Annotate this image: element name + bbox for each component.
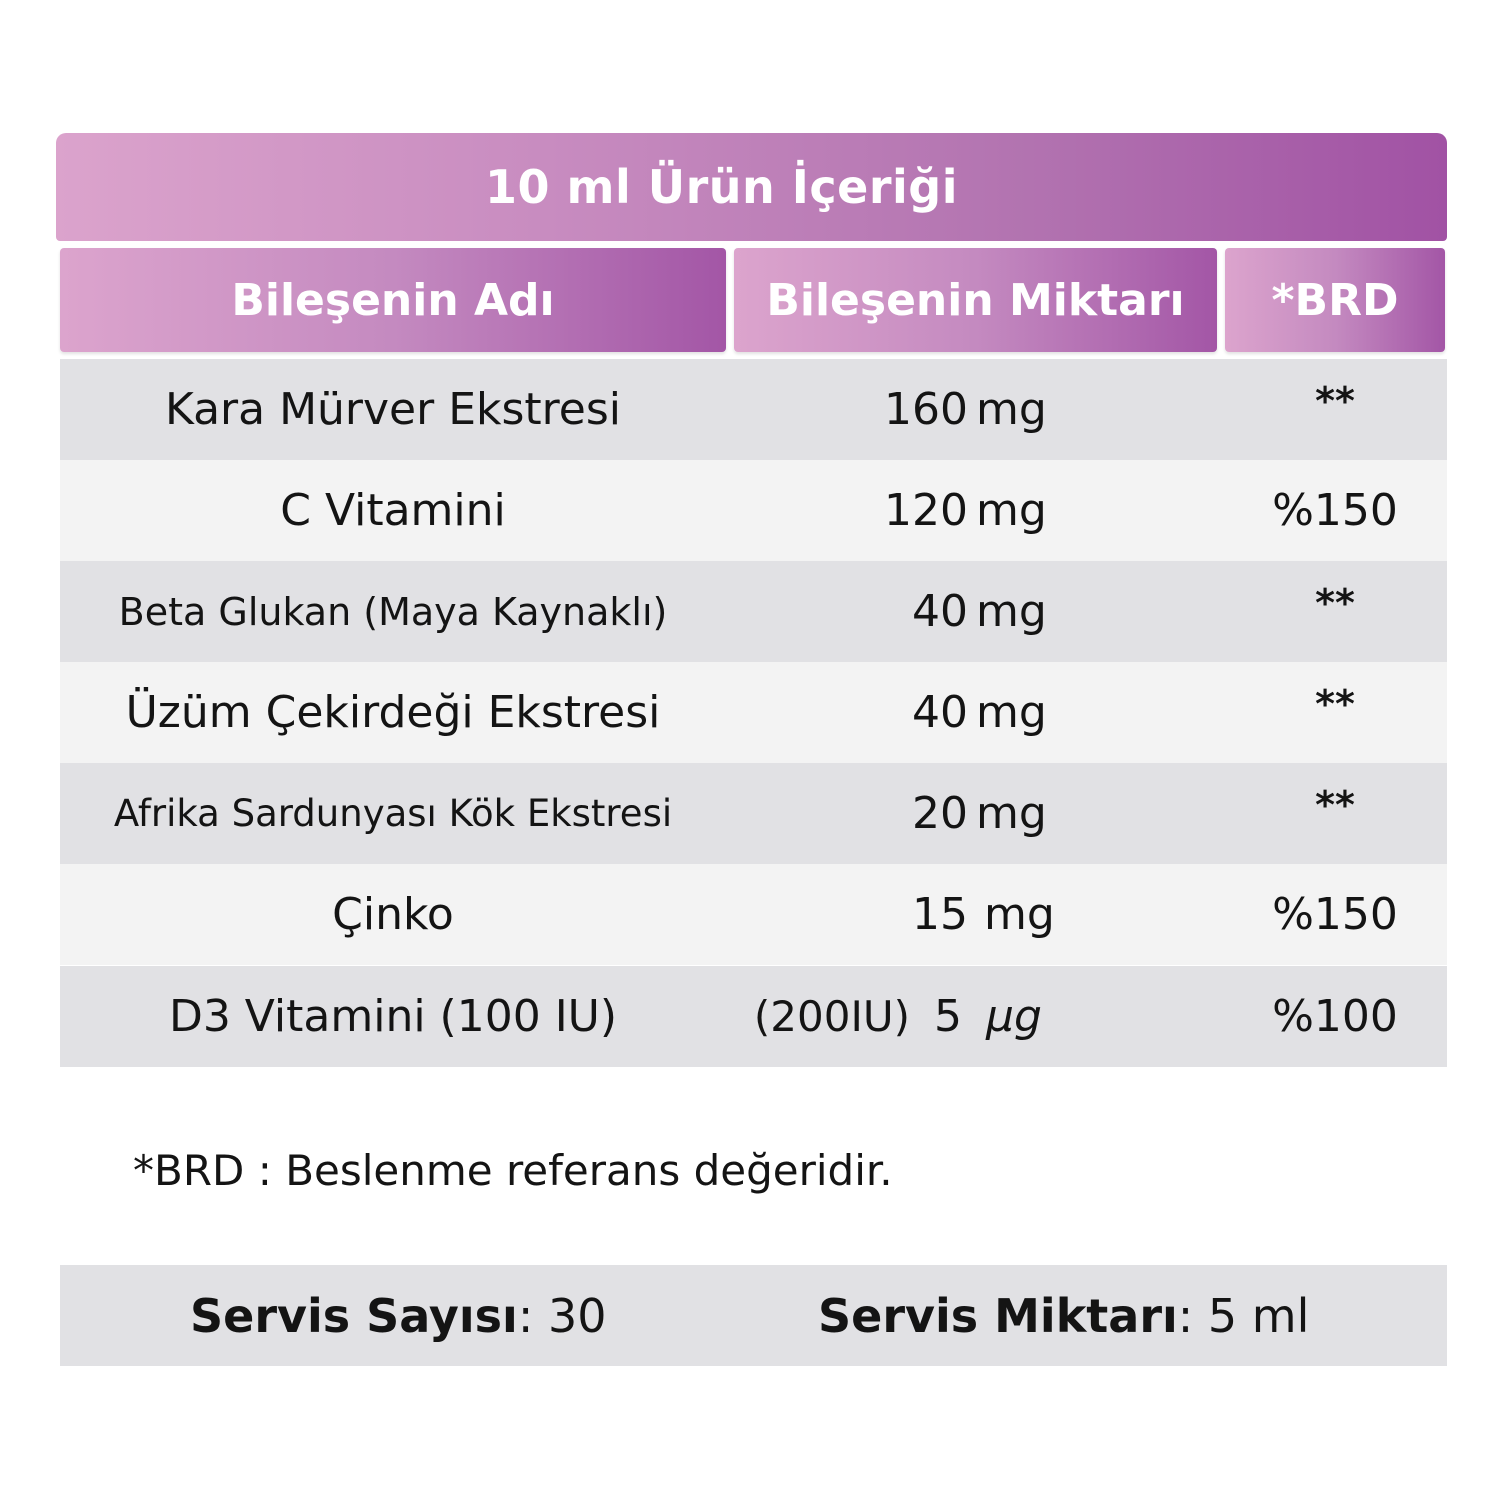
ingredient-unit: µg: [986, 991, 1042, 1042]
table-title-banner: [56, 133, 1447, 241]
ingredient-unit: mg: [976, 687, 1047, 738]
ingredient-unit: mg: [976, 788, 1047, 839]
ingredient-amount: 40: [912, 687, 968, 738]
ingredient-amount: 5: [934, 991, 962, 1042]
serving-amount-value: : 5 ml: [1177, 1288, 1310, 1343]
ingredient-unit: mg: [976, 586, 1047, 637]
serving-count-label: Servis Sayısı: [190, 1288, 518, 1343]
table-row: [60, 966, 1447, 1067]
ingredient-amount: 120: [884, 485, 968, 536]
ingredient-name: Kara Mürver Ekstresi: [164, 384, 621, 435]
ingredient-unit: mg: [976, 485, 1047, 536]
table-row: [60, 561, 1447, 662]
ingredient-brd: %150: [1272, 889, 1398, 940]
ingredient-amount: 40: [912, 586, 968, 637]
ingredient-brd: **: [1315, 379, 1355, 423]
header-brd: *BRD: [1225, 248, 1445, 352]
ingredient-amount: 160: [884, 384, 968, 435]
table-row: [60, 359, 1447, 460]
ingredient-amount-prefix: (200IU): [753, 992, 910, 1041]
table-row: [60, 763, 1447, 864]
table-row: [60, 662, 1447, 763]
table-title: 10 ml Ürün İçeriği: [484, 160, 959, 214]
ingredient-unit: mg: [984, 889, 1055, 940]
serving-info-bar: [60, 1265, 1447, 1366]
ingredient-unit: mg: [976, 384, 1047, 435]
ingredient-name: C Vitamini: [280, 485, 506, 536]
ingredient-brd: %150: [1272, 485, 1398, 536]
ingredient-name: Beta Glukan (Maya Kaynaklı): [118, 589, 668, 634]
ingredient-amount: 20: [912, 788, 968, 839]
ingredient-brd: **: [1315, 682, 1355, 726]
table-row: [60, 864, 1447, 965]
ingredient-brd: **: [1315, 581, 1355, 625]
ingredient-brd: **: [1315, 783, 1355, 827]
ingredient-brd: %100: [1272, 991, 1398, 1042]
header-ingredient-name: Bileşenin Adı: [60, 248, 726, 352]
ingredient-name: D3 Vitamini (100 IU): [168, 991, 618, 1042]
brd-footnote: *BRD : Beslenme referans değeridir.: [133, 1146, 893, 1195]
serving-count-value: : 30: [517, 1288, 607, 1343]
header-ingredient-amount: Bileşenin Miktarı: [734, 248, 1217, 352]
ingredient-name: Çinko: [332, 889, 454, 940]
serving-amount-label: Servis Miktarı: [818, 1288, 1178, 1343]
ingredient-name: Üzüm Çekirdeği Ekstresi: [125, 687, 661, 738]
ingredient-name: Afrika Sardunyası Kök Ekstresi: [113, 792, 673, 835]
serving-count: [190, 1265, 606, 1366]
table-row: [60, 460, 1447, 561]
ingredient-amount: 15: [912, 889, 968, 940]
serving-amount: [818, 1265, 1309, 1366]
